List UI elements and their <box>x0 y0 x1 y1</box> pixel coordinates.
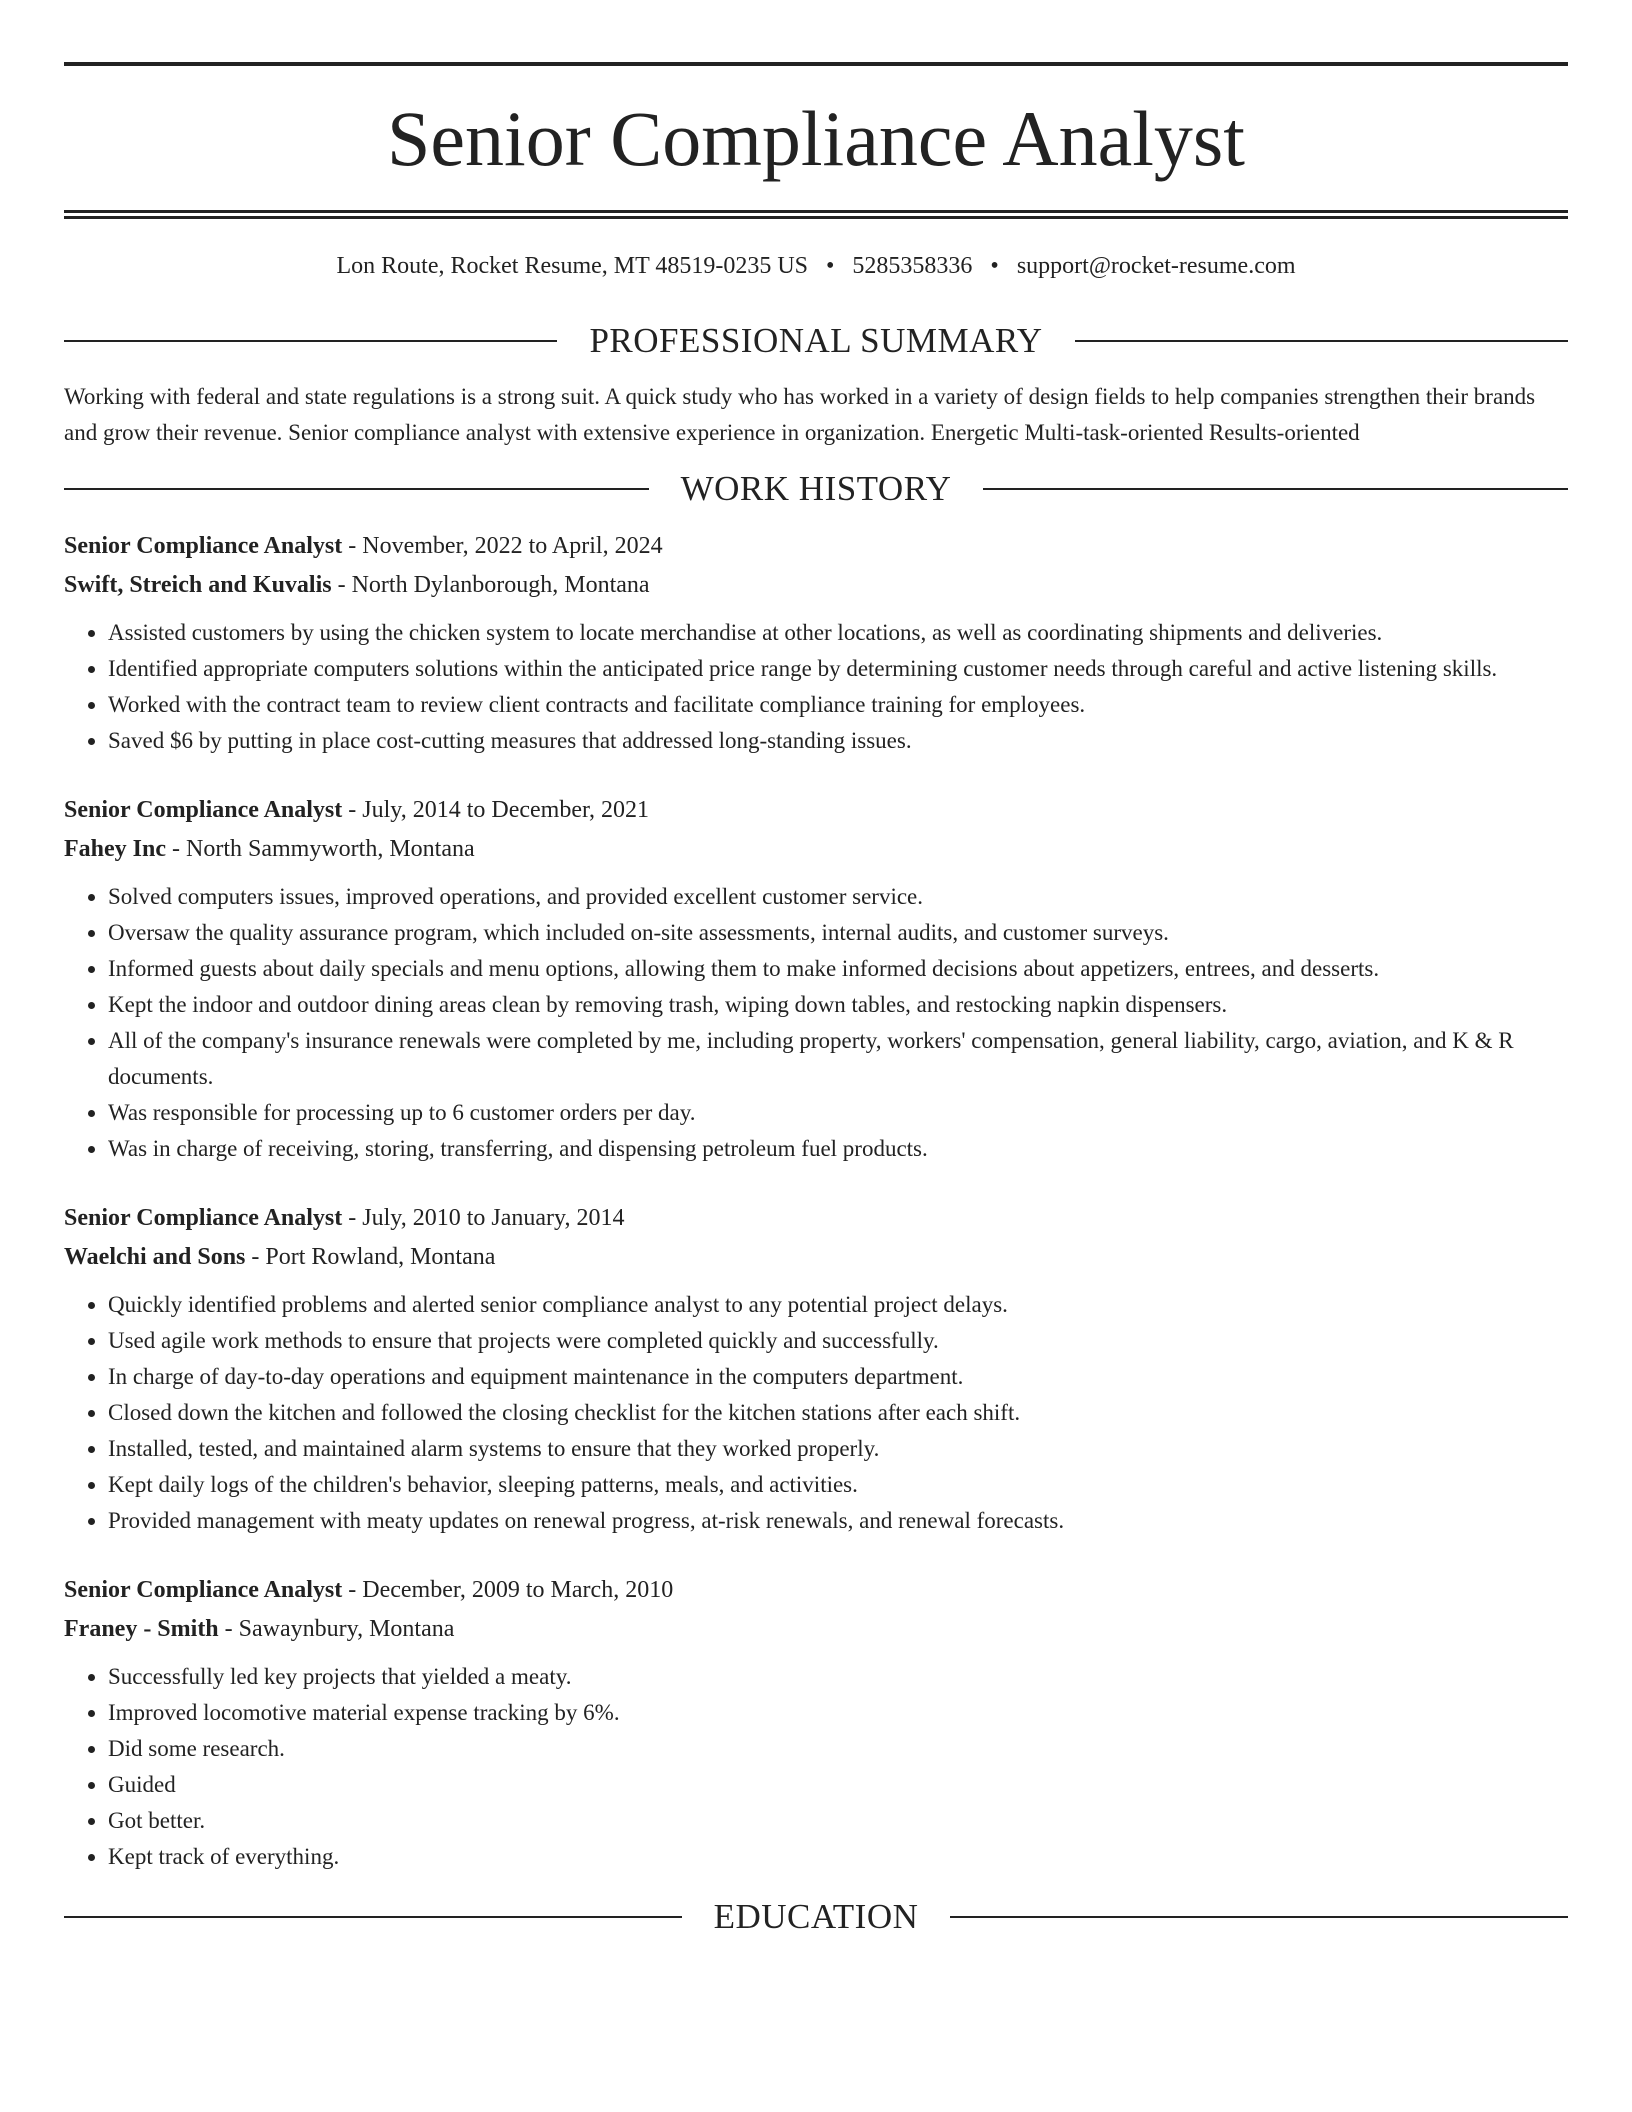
job-location: - Port Rowland, Montana <box>245 1244 496 1270</box>
job-bullet: • Kept the indoor and outdoor dining areas clean by removing trash, wiping down tables, and restocking napkin dispensers. <box>108 987 1568 1023</box>
job-bullets <box>64 879 1568 1167</box>
job-bullet: • In charge of day-to-day operations and equipment maintenance in the computers department. <box>108 1359 1568 1395</box>
work-history-heading <box>64 469 1568 509</box>
resume-page <box>64 62 1568 1937</box>
work-history-list <box>64 527 1568 1875</box>
top-rule <box>64 62 1568 66</box>
job-bullets <box>64 615 1568 759</box>
job-company-line <box>64 1610 1568 1649</box>
job-title-line <box>64 1199 1568 1238</box>
job-dates: - November, 2022 to April, 2024 <box>342 533 663 559</box>
job-bullet: • Quickly identified problems and alerted senior compliance analyst to any potential project delays. <box>108 1287 1568 1323</box>
job-entry <box>64 527 1568 759</box>
education-heading <box>64 1897 1568 1937</box>
job-bullet: • Guided <box>108 1767 1568 1803</box>
education-heading-label: EDUCATION <box>713 1897 919 1936</box>
heading-rule-left <box>64 488 649 490</box>
job-dates: - July, 2014 to December, 2021 <box>342 797 649 823</box>
job-bullet: • Successfully led key projects that yielded a meaty. <box>108 1659 1568 1695</box>
contact-separator: • <box>990 253 999 279</box>
job-bullet: • Oversaw the quality assurance program, which included on-site assessments, internal audits, and customer surveys. <box>108 915 1568 951</box>
job-entry <box>64 1199 1568 1539</box>
job-bullet: • Used agile work methods to ensure that projects were completed quickly and successfully. <box>108 1323 1568 1359</box>
heading-rule-left <box>64 1916 682 1918</box>
job-title: Senior Compliance Analyst <box>64 533 343 559</box>
contact-email: support@rocket-resume.com <box>1016 253 1296 279</box>
heading-rule-right <box>983 488 1568 490</box>
job-company-line <box>64 566 1568 605</box>
job-company: Franey - Smith <box>64 1616 219 1642</box>
summary-heading <box>64 321 1568 361</box>
job-bullet: • Installed, tested, and maintained alarm systems to ensure that they worked properly. <box>108 1431 1568 1467</box>
heading-rule-right <box>950 1916 1568 1918</box>
job-dates: - July, 2010 to January, 2014 <box>342 1205 625 1231</box>
job-entry <box>64 791 1568 1167</box>
job-title-line <box>64 791 1568 830</box>
job-company-line <box>64 830 1568 869</box>
contact-line <box>64 253 1568 283</box>
title-double-rule <box>64 210 1568 219</box>
job-bullet: • Identified appropriate computers solutions within the anticipated price range by determining customer needs through careful and active listening skills. <box>108 651 1568 687</box>
job-title: Senior Compliance Analyst <box>64 1205 343 1231</box>
contact-separator: • <box>826 253 835 279</box>
job-bullet: • Got better. <box>108 1803 1568 1839</box>
contact-phone: 5285358336 <box>852 253 973 279</box>
job-bullet: • Closed down the kitchen and followed the closing checklist for the kitchen stations after each shift. <box>108 1395 1568 1431</box>
job-title: Senior Compliance Analyst <box>64 1577 343 1603</box>
job-bullet: • Was in charge of receiving, storing, transferring, and dispensing petroleum fuel products. <box>108 1131 1568 1167</box>
job-location: - North Sammyworth, Montana <box>166 836 475 862</box>
job-company-line <box>64 1238 1568 1277</box>
resume-title: Senior Compliance Analyst <box>387 95 1245 182</box>
job-entry <box>64 1571 1568 1875</box>
job-bullet: • Assisted customers by using the chicken system to locate merchandise at other locations, as well as coordinating shipments and deliveries. <box>108 615 1568 651</box>
contact-address: Lon Route, Rocket Resume, MT 48519-0235 US <box>336 253 809 279</box>
work-history-heading-label: WORK HISTORY <box>680 469 952 508</box>
job-bullet: • Improved locomotive material expense tracking by 6%. <box>108 1695 1568 1731</box>
summary-text: Working with federal and state regulations is a strong suit. A quick study who has worked in a variety of design fields to help companies strengthen their brands and grow their revenue. Senior compliance analyst with extensive experience in organization. Energetic Multi-task-oriented Results-oriented <box>64 384 1536 445</box>
heading-rule-left <box>64 340 557 342</box>
job-company: Waelchi and Sons <box>64 1244 246 1270</box>
job-bullet: • Worked with the contract team to review client contracts and facilitate compliance training for employees. <box>108 687 1568 723</box>
job-company: Swift, Streich and Kuvalis <box>64 572 332 598</box>
job-title-line <box>64 1571 1568 1610</box>
job-bullets <box>64 1287 1568 1539</box>
job-title: Senior Compliance Analyst <box>64 797 343 823</box>
heading-rule-right <box>1075 340 1568 342</box>
job-bullet: • Kept track of everything. <box>108 1839 1568 1875</box>
job-title-line <box>64 527 1568 566</box>
job-bullet: • Did some research. <box>108 1731 1568 1767</box>
job-bullet: • Informed guests about daily specials and menu options, allowing them to make informed decisions about appetizers, entrees, and desserts. <box>108 951 1568 987</box>
job-bullet: • Was responsible for processing up to 6 customer orders per day. <box>108 1095 1568 1131</box>
job-bullet: • Provided management with meaty updates on renewal progress, at-risk renewals, and renewal forecasts. <box>108 1503 1568 1539</box>
job-bullet: • Saved $6 by putting in place cost-cutting measures that addressed long-standing issues. <box>108 723 1568 759</box>
job-bullet: • Solved computers issues, improved operations, and provided excellent customer service. <box>108 879 1568 915</box>
job-location: - Sawaynbury, Montana <box>218 1616 455 1642</box>
job-bullet: • All of the company's insurance renewals were completed by me, including property, workers' compensation, general liability, cargo, aviation, and K & R documents. <box>108 1023 1568 1095</box>
job-location: - North Dylanborough, Montana <box>331 572 650 598</box>
summary-heading-label: PROFESSIONAL SUMMARY <box>589 321 1043 360</box>
job-bullet: • Kept daily logs of the children's behavior, sleeping patterns, meals, and activities. <box>108 1467 1568 1503</box>
job-bullets <box>64 1659 1568 1875</box>
job-dates: - December, 2009 to March, 2010 <box>342 1577 674 1603</box>
job-company: Fahey Inc <box>64 836 166 862</box>
